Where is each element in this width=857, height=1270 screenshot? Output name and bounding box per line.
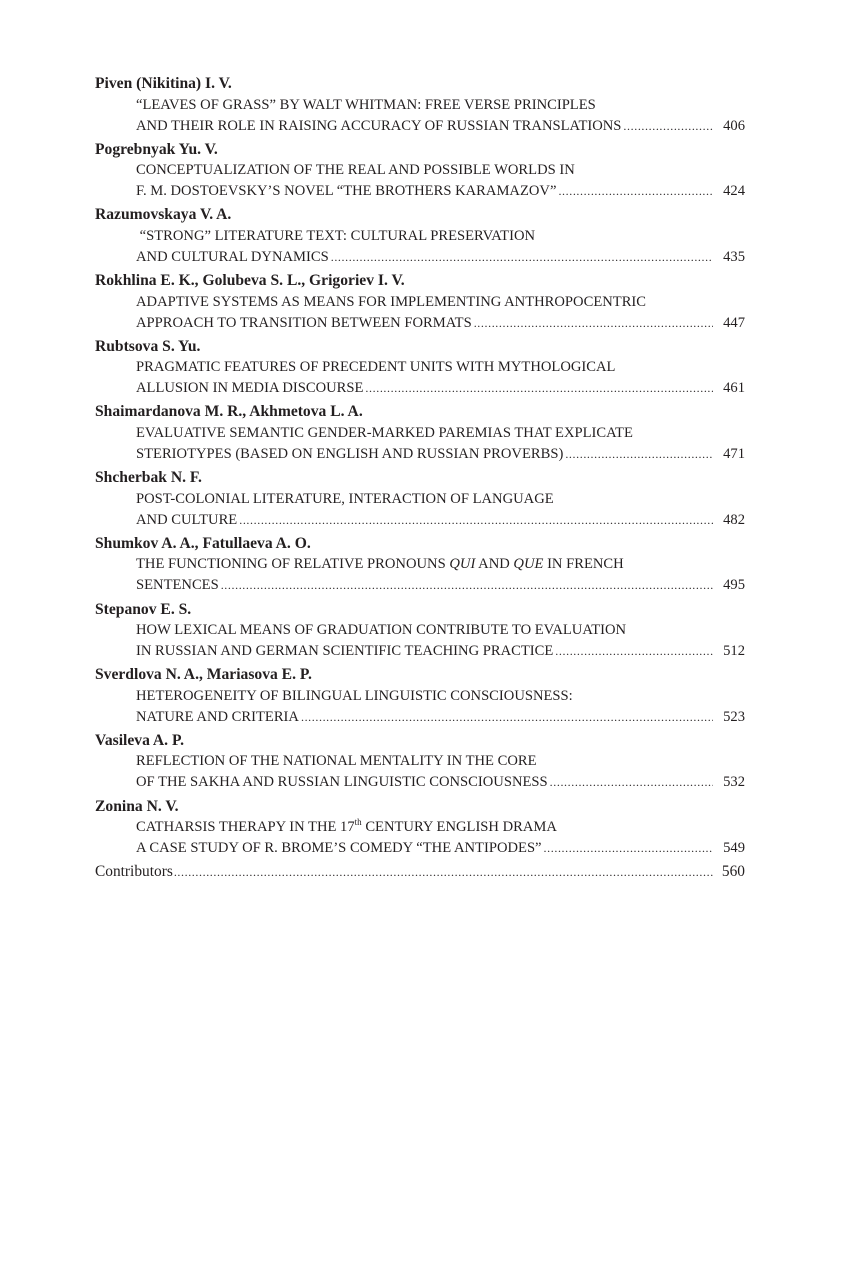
- entry-page-number[interactable]: 523: [723, 708, 745, 725]
- dot-leader: [365, 378, 713, 399]
- toc-entry: [95, 467, 745, 531]
- entry-title-last-line: [95, 510, 745, 531]
- dot-leader: [565, 444, 713, 465]
- toc-entry-contributors: [95, 861, 745, 882]
- entry-author: Rubtsova S. Yu.: [95, 337, 201, 355]
- title-text-segment: AND: [475, 556, 514, 573]
- entry-title-text: SENTENCES: [136, 577, 219, 594]
- entry-page-number[interactable]: 447: [723, 314, 745, 331]
- dot-leader: [239, 510, 713, 531]
- entry-author: Pogrebnyak Yu. V.: [95, 140, 218, 158]
- entry-page-number[interactable]: 424: [723, 183, 745, 200]
- table-of-contents: [95, 73, 745, 882]
- entry-title-line: CONCEPTUALIZATION OF THE REAL AND POSSIBLE WORLDS IN: [136, 162, 575, 179]
- entry-title-line: HETEROGENEITY OF BILINGUAL LINGUISTIC CONSCIOUSNESS:: [136, 687, 573, 704]
- toc-entry: [95, 730, 745, 794]
- toc-entry: [95, 204, 745, 268]
- entry-title-last-line: [95, 707, 745, 728]
- entry-page-number[interactable]: 512: [723, 643, 745, 659]
- entry-title-last-line: [95, 116, 745, 137]
- title-italic-term: QUE: [513, 556, 544, 573]
- entry-title-text: OF THE SAKHA AND RUSSIAN LINGUISTIC CONSCIOUSNESS: [136, 774, 548, 791]
- entry-title-last-line: [95, 313, 745, 334]
- title-text-segment: CATHARSIS THERAPY IN THE 17: [136, 819, 355, 836]
- entry-title-last-line: [95, 641, 745, 662]
- title-italic-term: QUI: [449, 556, 476, 573]
- entry-title-text: AND CULTURE: [136, 511, 238, 528]
- entry-title-line: [95, 817, 745, 838]
- title-text-segment: IN FRENCH: [543, 556, 624, 573]
- entry-title-line: “STRONG” LITERATURE TEXT: CULTURAL PRESERVATION: [136, 227, 536, 244]
- dot-leader: [221, 575, 713, 596]
- entry-title-text: NATURE AND CRITERIA: [136, 708, 299, 725]
- entry-title-line: REFLECTION OF THE NATIONAL MENTALITY IN THE CORE: [136, 753, 537, 770]
- title-text-segment: THE FUNCTIONING OF RELATIVE PRONOUNS: [136, 556, 450, 573]
- dot-leader: [623, 116, 713, 137]
- entry-page-number[interactable]: 471: [723, 445, 745, 462]
- toc-entry: [95, 664, 745, 728]
- toc-entry: [95, 796, 745, 860]
- entry-title-line: POST-COLONIAL LITERATURE, INTERACTION OF LANGUAGE: [136, 490, 554, 507]
- entry-title-line: EVALUATIVE SEMANTIC GENDER-MARKED PAREMIAS THAT EXPLICATE: [136, 424, 633, 441]
- entry-title-last-line: [95, 378, 745, 399]
- entry-title-text: A CASE STUDY OF R. BROME’S COMEDY “THE ANTIPODES”: [136, 840, 542, 857]
- entry-title-line: [95, 554, 745, 575]
- entry-title-last-line: [95, 247, 745, 268]
- entry-title-text: ALLUSION IN MEDIA DISCOURSE: [136, 380, 364, 397]
- entry-title-line: PRAGMATIC FEATURES OF PRECEDENT UNITS WITH MYTHOLOGICAL: [136, 359, 616, 376]
- toc-entry: [95, 73, 745, 137]
- entry-author: Shaimardanova M. R., Akhmetova L. A.: [95, 403, 363, 421]
- entry-page-number[interactable]: 495: [723, 577, 745, 594]
- entry-title-last-line: [95, 444, 745, 465]
- contributors-page-number[interactable]: 560: [721, 863, 745, 881]
- dot-leader: [331, 247, 713, 268]
- entry-author: Razumovskaya V. A.: [95, 206, 232, 224]
- entry-author: Piven (Nikitina) I. V.: [95, 75, 232, 92]
- entry-title-last-line: [95, 181, 745, 202]
- ordinal-superscript: th: [354, 817, 362, 828]
- dot-leader: [301, 707, 713, 728]
- entry-author: Stepanov E. S.: [95, 600, 192, 618]
- entry-title-text: IN RUSSIAN AND GERMAN SCIENTIFIC TEACHING PRACTICE: [136, 643, 554, 659]
- entry-page-number[interactable]: 435: [723, 248, 745, 265]
- entry-title-line: HOW LEXICAL MEANS OF GRADUATION CONTRIBUTE TO EVALUATION: [136, 622, 627, 638]
- entry-page-number[interactable]: 461: [723, 380, 745, 397]
- dot-leader: [544, 838, 713, 859]
- entry-title-line: ADAPTIVE SYSTEMS AS MEANS FOR IMPLEMENTING ANTHROPOCENTRIC: [136, 293, 647, 310]
- title-text-segment: CENTURY ENGLISH DRAMA: [361, 819, 557, 836]
- entry-title-last-line: [95, 575, 745, 596]
- toc-entry: [95, 599, 745, 663]
- entry-author: Shcherbak N. F.: [95, 469, 202, 487]
- entry-page-number[interactable]: 532: [723, 774, 745, 791]
- entry-author: Sverdlova N. A., Mariasova E. P.: [95, 666, 312, 684]
- entry-page-number[interactable]: 406: [723, 117, 745, 134]
- entry-title-text: AND CULTURAL DYNAMICS: [136, 248, 329, 265]
- dot-leader: [555, 641, 713, 662]
- toc-entry: [95, 533, 745, 597]
- toc-entry: [95, 139, 745, 203]
- entry-author: Vasileva A. P.: [95, 731, 184, 749]
- toc-entry: [95, 336, 745, 400]
- entry-author: Shumkov A. A., Fatullaeva A. O.: [95, 534, 311, 552]
- entry-title-text: STERIOTYPES (BASED ON ENGLISH AND RUSSIAN PROVERBS): [136, 445, 564, 462]
- entry-title-line: “LEAVES OF GRASS” BY WALT WHITMAN: FREE VERSE PRINCIPLES: [136, 96, 596, 113]
- entry-title-text: APPROACH TO TRANSITION BETWEEN FORMATS: [136, 314, 472, 331]
- toc-entry: [95, 401, 745, 465]
- dot-leader: [558, 181, 713, 202]
- dot-leader: [474, 313, 713, 334]
- toc-entry: [95, 270, 745, 334]
- entry-author: Zonina N. V.: [95, 797, 179, 815]
- entry-title-last-line: [95, 838, 745, 859]
- entry-author: Rokhlina E. K., Golubeva S. L., Grigoriev I. V.: [95, 272, 405, 290]
- dot-leader: [550, 772, 713, 793]
- contributors-label: Contributors: [95, 863, 173, 881]
- entry-page-number[interactable]: 549: [723, 840, 745, 857]
- entry-title-last-line: [95, 772, 745, 793]
- entry-title-text: AND THEIR ROLE IN RAISING ACCURACY OF RUSSIAN TRANSLATIONS: [136, 117, 622, 134]
- entry-page-number[interactable]: 482: [723, 511, 745, 528]
- dot-leader: [174, 862, 713, 883]
- entry-title-text: F. M. DOSTOEVSKY’S NOVEL “THE BROTHERS KARAMAZOV”: [136, 183, 557, 200]
